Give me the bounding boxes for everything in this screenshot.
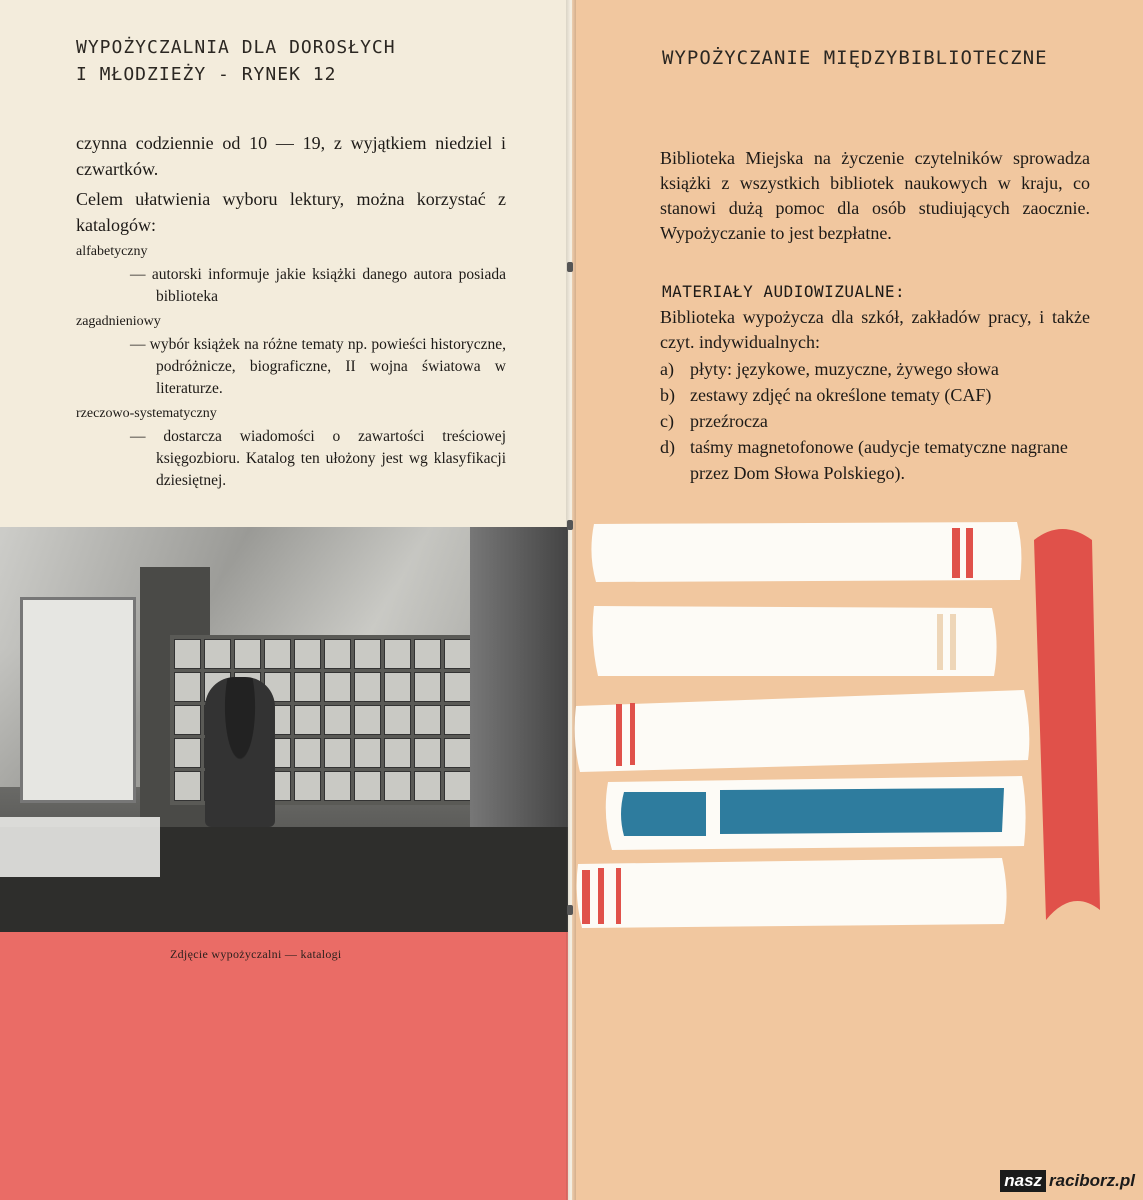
books-illustration xyxy=(572,510,1143,930)
book-stripe xyxy=(966,528,973,578)
left-heading-line1: WYPOŻYCZALNIA DLA DOROSŁYCH xyxy=(76,37,396,58)
book-red-leaning xyxy=(1034,529,1100,920)
book-stripe xyxy=(952,528,960,578)
list-item xyxy=(660,408,1090,434)
list-text: taśmy magnetofonowe (audycje tematyczne nagrane przez Dom Słowa Polskiego). xyxy=(690,437,1068,483)
catalog-label-alphabetical: alfabetyczny xyxy=(76,244,148,259)
audiovisual-paragraph: Biblioteka wypożycza dla szkół, zakładów pracy, i także czyt. indywidualnych: xyxy=(660,307,1090,352)
book-white-5 xyxy=(577,858,1007,928)
book-stripe xyxy=(616,868,621,924)
library-photo xyxy=(0,527,568,932)
book-stripe xyxy=(616,704,622,766)
list-text: przeźrocza xyxy=(690,411,768,431)
catalog-label-systematic: rzeczowo-systematyczny xyxy=(76,406,217,421)
left-heading-line2: I MŁODZIEŻY - RYNEK 12 xyxy=(76,64,337,85)
audiovisual-heading: MATERIAŁY AUDIOWIZUALNE: xyxy=(662,282,906,301)
book-stripe xyxy=(582,870,590,924)
list-marker: c) xyxy=(660,411,674,431)
librarian-figure xyxy=(205,677,275,827)
book-white-2 xyxy=(593,606,997,676)
right-heading: WYPOŻYCZANIE MIĘDZYBIBLIOTECZNE xyxy=(662,47,1048,69)
book-blue-band xyxy=(621,792,706,836)
red-band xyxy=(0,932,568,1200)
staple xyxy=(567,262,573,272)
audiovisual-list xyxy=(660,356,1090,486)
list-text: płyty: językowe, muzyczne, żywego słowa xyxy=(690,359,999,379)
list-marker: a) xyxy=(660,359,674,379)
list-item xyxy=(660,382,1090,408)
left-heading xyxy=(76,34,516,88)
left-body xyxy=(76,130,506,494)
list-item xyxy=(660,356,1090,382)
watermark-box: nasz xyxy=(1000,1170,1046,1192)
site-watermark xyxy=(1000,1170,1135,1192)
opening-hours: czynna codziennie od 10 — 19, z wyjątkiem niedziel i czwartków. xyxy=(76,133,506,179)
list-item xyxy=(660,434,1090,486)
interlibrary-paragraph: Biblioteka Miejska na życzenie czytelników sprowadza książki z wszystkich bibliotek naukowych w kraju, co stanowi dużą pomoc dla osób studiujących zaocznie. Wypożyczanie to jest bezpłatne. xyxy=(660,148,1090,243)
book-stripe xyxy=(937,614,943,670)
book-stripe xyxy=(630,703,635,765)
book-white-3 xyxy=(575,690,1030,772)
photo-caption: Zdjęcie wypożyczalni — katalogi xyxy=(170,947,342,961)
list-marker: d) xyxy=(660,437,675,457)
catalog-desc-systematic: — dostarcza wiadomości o zawartości treściowej księgozbioru. Katalog ten ułożony jest wg klasyfikacji dziesiętnej. xyxy=(130,428,506,489)
book-blue-band xyxy=(720,788,1004,834)
catalog-intro: Celem ułatwienia wyboru lektury, można korzystać z katalogów: xyxy=(76,189,506,235)
catalog-desc-subject: — wybór książek na różne tematy np. powieści historyczne, podróżnicze, biograficzne, II wojna światowa w literaturze. xyxy=(130,336,506,397)
list-marker: b) xyxy=(660,385,675,405)
catalog-label-subject: zagadnieniowy xyxy=(76,314,161,329)
watermark-text: raciborz.pl xyxy=(1049,1171,1135,1190)
book-stripe xyxy=(950,614,956,670)
list-text: zestawy zdjęć na określone tematy (CAF) xyxy=(690,385,992,405)
book-stripe xyxy=(598,868,604,924)
catalog-desc-alphabetical: — autorski informuje jakie książki danego autora posiada biblioteka xyxy=(130,266,506,305)
